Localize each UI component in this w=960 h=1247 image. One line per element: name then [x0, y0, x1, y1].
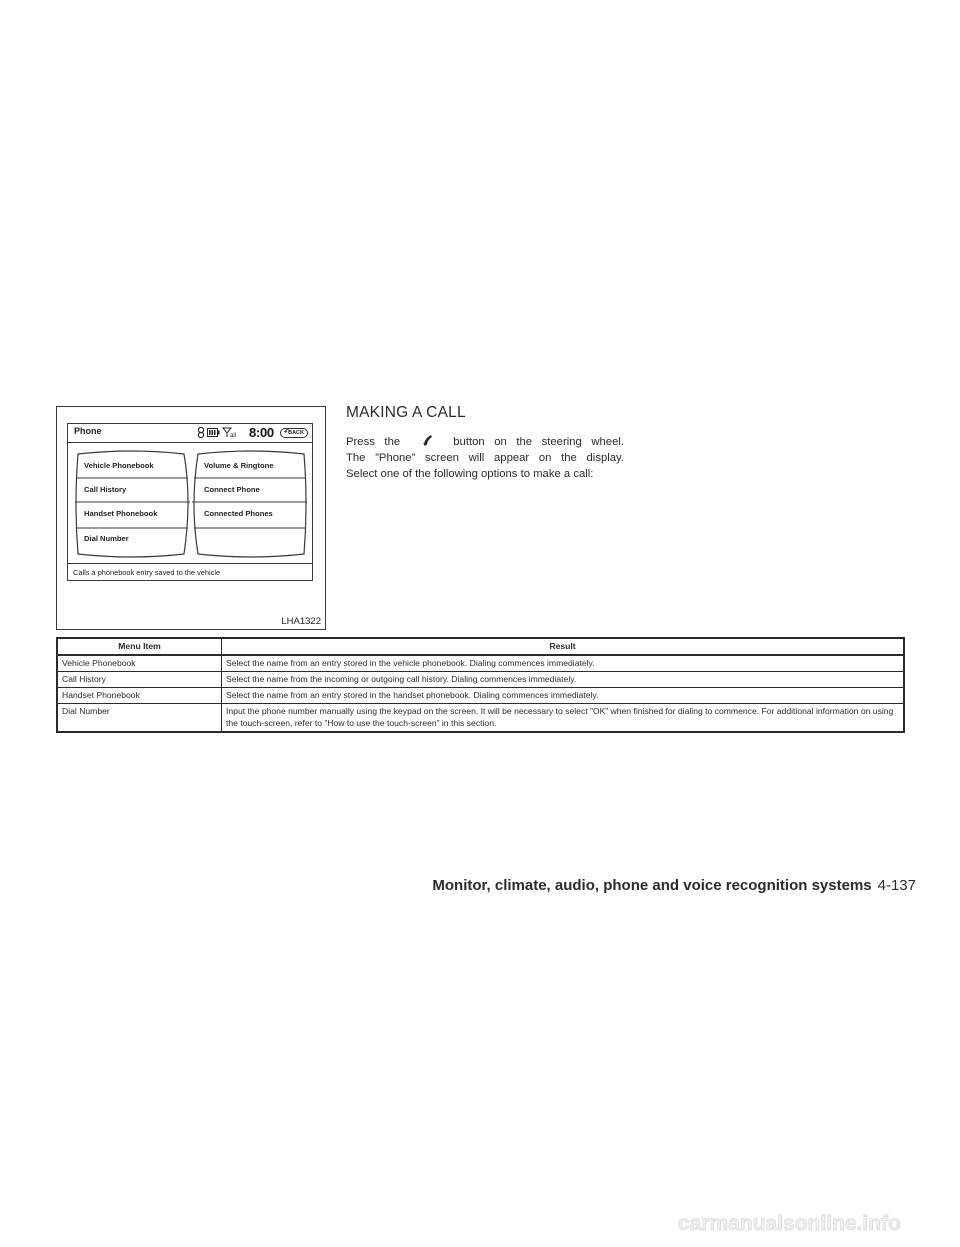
intro-line-2: The ”Phone” screen will appear on the display. — [346, 452, 624, 464]
table-row — [57, 704, 904, 733]
intro-line-1 — [346, 434, 624, 450]
svg-text:carmanualsonline.info: carmanualsonline.info — [678, 1212, 901, 1235]
intro-line-1-end: button on the steering wheel. — [453, 436, 625, 448]
table-row — [57, 655, 904, 672]
screen-header — [68, 424, 312, 443]
intro-line-1-start: Press the — [346, 436, 401, 448]
watermark — [676, 1200, 956, 1242]
column-header-result: Result — [222, 638, 905, 655]
section-title: MAKING A CALL — [346, 404, 466, 421]
table-cell-result: Select the name from an entry stored in the handset phonebook. Dialing commences immediately. — [222, 688, 905, 704]
menu-item-empty — [192, 527, 306, 551]
page-number: 4-137 — [877, 877, 916, 894]
footer-section-title: Monitor, climate, audio, phone and voice recognition systems — [432, 877, 872, 894]
back-label: BACK — [288, 430, 304, 436]
table-row — [57, 672, 904, 688]
menu-item-table — [56, 637, 905, 733]
table-cell-result: Select the name from the incoming or outgoing call history. Dialing commences immediately. — [222, 672, 905, 688]
page-footer — [408, 877, 916, 894]
phone-key-icon — [410, 434, 444, 446]
table-cell-menu-item: Dial Number — [57, 704, 222, 733]
bluetooth-icon — [196, 427, 206, 438]
back-button — [280, 428, 308, 438]
menu-left-panel — [72, 450, 190, 566]
table-cell-result: Input the phone number manually using the keypad on the screen. It will be necessary to select ”OK” when finished for dialing to commence. For additional information on using the touch-screen, refer to ”How to use the touch-screen” in this section. — [222, 704, 905, 733]
back-arrow-icon: ↶ — [284, 429, 290, 436]
table-cell-result: Select the name from an entry stored in the vehicle phonebook. Dialing commences immediately. — [222, 655, 905, 672]
svg-text:all: all — [230, 433, 237, 438]
screen-hint-bar: Calls a phonebook entry saved to the vehicle — [68, 563, 312, 580]
table-row — [57, 688, 904, 704]
menu-item-connected-phones: Connected Phones — [204, 509, 273, 518]
menu-item-handset-phonebook: Handset Phonebook — [84, 509, 158, 518]
menu-right-panel — [192, 450, 310, 566]
intro-paragraph — [346, 434, 624, 482]
screen-clock: 8:00 — [249, 425, 274, 440]
watermark-logo — [676, 1200, 956, 1242]
signal-icon — [222, 427, 246, 438]
menu-item-dial-number: Dial Number — [84, 534, 129, 543]
figure-code: LHA1322 — [281, 616, 321, 627]
figure-phone-screen — [56, 406, 326, 630]
menu-item-volume-ringtone: Volume & Ringtone — [204, 461, 274, 470]
screen-menu — [72, 450, 310, 572]
phone-screen-illustration — [67, 423, 313, 581]
table-cell-menu-item: Call History — [57, 672, 222, 688]
intro-line-3: Select one of the following options to make a call: — [346, 468, 594, 480]
menu-item-connect-phone: Connect Phone — [204, 485, 260, 494]
battery-icon — [207, 427, 220, 438]
menu-item-call-history: Call History — [84, 485, 127, 494]
menu-item-vehicle-phonebook: Vehicle Phonebook — [84, 461, 154, 470]
table-cell-menu-item: Handset Phonebook — [57, 688, 222, 704]
screen-title: Phone — [74, 426, 102, 436]
table-header-row — [57, 638, 904, 655]
table-cell-menu-item: Vehicle Phonebook — [57, 655, 222, 672]
column-header-menu-item: Menu Item — [57, 638, 222, 655]
